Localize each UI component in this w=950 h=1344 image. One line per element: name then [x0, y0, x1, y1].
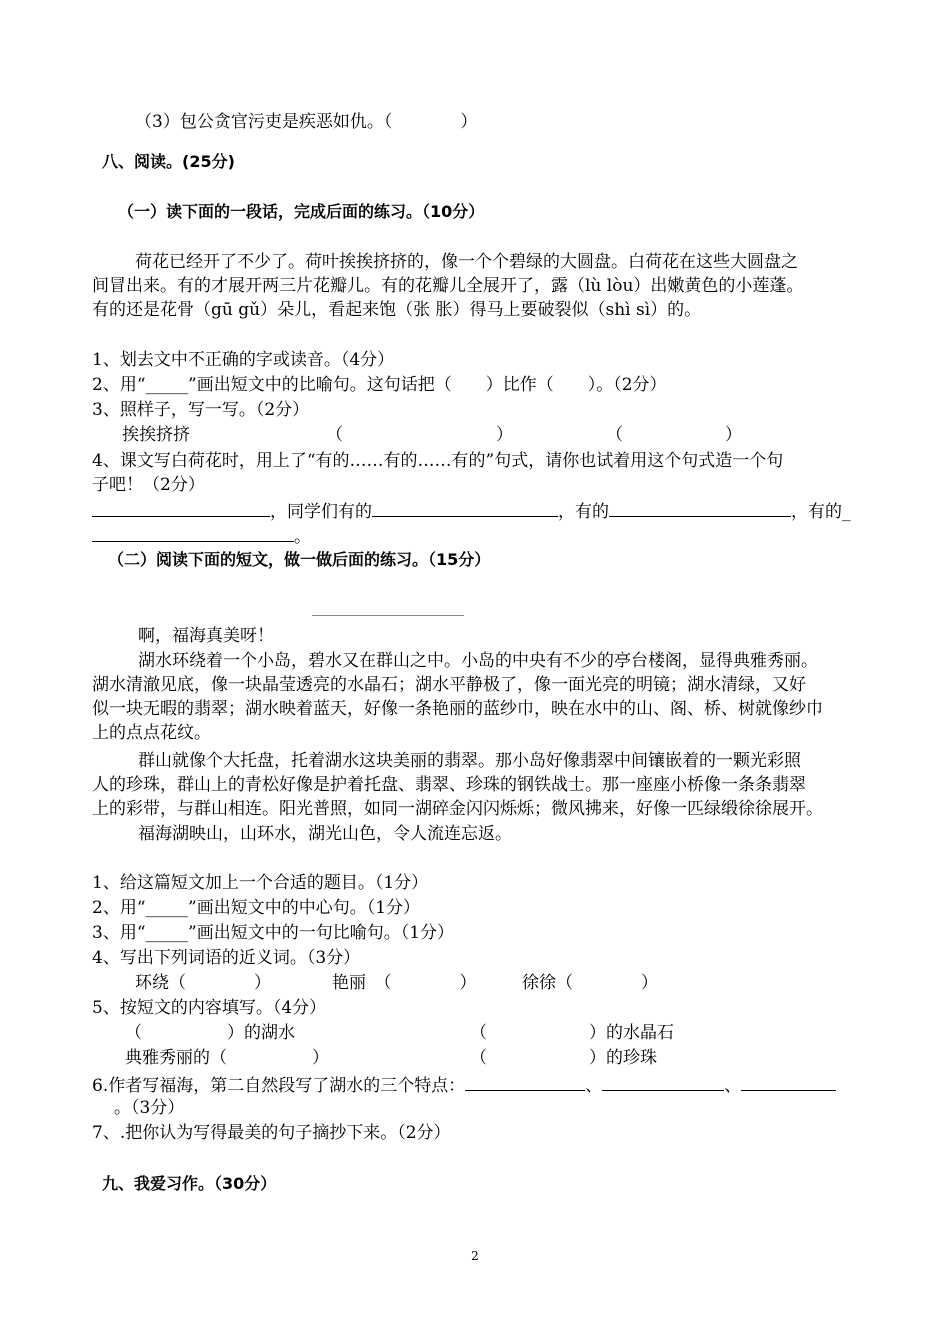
sentence-part: ，有的: [558, 502, 609, 522]
answer-blank[interactable]: [92, 498, 270, 517]
section-8-part-1-heading: （一）读下面的一段话，完成后面的练习。（10分）: [118, 202, 485, 221]
passage-2-line-9: 福海湖映山，山环水，湖光山色，令人流连忘返。: [138, 824, 512, 844]
answer-blank[interactable]: [92, 523, 294, 542]
exercise-2-6-end: 。（3分）: [114, 1098, 185, 1118]
passage-1-line-1: 荷花已经开了不少了。荷叶挨挨挤挤的，像一个个碧绿的大圆盘。白荷花在这些大圆盘之: [135, 252, 798, 272]
passage-2-line-3: 湖水清澈见底，像一块晶莹透亮的水晶石；湖水平静极了，像一面光亮的明镜；湖水清绿，又好: [92, 675, 806, 695]
passage-2-line-5: 上的点点花纹。: [92, 723, 211, 743]
exercise-2-1: 1、给这篇短文加上一个合适的题目。（1分）: [92, 873, 429, 893]
passage-2-line-8: 上的彩带，与群山相连。阳光普照，如同一湖碎金闪闪烁烁；微风拂来，好像一匹绿缎徐徐展开。: [92, 799, 823, 819]
answer-blank[interactable]: [609, 498, 791, 517]
fill-3: 典雅秀丽的（ ）: [125, 1048, 329, 1068]
exercise-1-2: 2、用“_____”画出短文中的比喻句。这句话把（ ）比作（ ）。（2分）: [92, 375, 667, 395]
exercise-1-1: 1、划去文中不正确的字或读音。（4分）: [92, 350, 395, 370]
exercise-2-6: [92, 1072, 836, 1098]
exercise-2-7: 7、.把你认为写得最美的句子摘抄下来。（2分）: [92, 1123, 451, 1143]
synonym-2: 艳丽 （ ）: [332, 973, 477, 993]
exercise-1-3-blank-2: （ ）: [606, 425, 742, 445]
exercise-1-4-sentence-end: [92, 523, 311, 549]
answer-blank[interactable]: [741, 1072, 836, 1091]
section-8-part-2-heading: （二）阅读下面的短文，做一做后面的练习。（15分）: [108, 550, 491, 569]
exercise-2-3: 3、用“_____”画出短文中的一句比喻句。（1分）: [92, 923, 455, 943]
exercise-1-3: 3、照样子，写一写。（2分）: [92, 400, 310, 420]
sentence-part: ，同学们有的: [270, 502, 372, 522]
exercise-2-2: 2、用“_____”画出短文中的中心句。（1分）: [92, 898, 421, 918]
fill-1: （ ）的湖水: [125, 1023, 295, 1043]
question-3: （3）包公贪官污吏是疾恶如仇。（ ）: [135, 112, 478, 132]
separator: 、: [724, 1076, 742, 1096]
sentence-part: ，有的_: [791, 502, 851, 522]
passage-2-line-7: 人的珍珠，群山上的青松好像是护着托盘、翡翠、珍珠的钢铁战士。那一座座小桥像一条条翡翠: [92, 775, 806, 795]
passage-1-line-2: 间冒出来。有的才展开两三片花瓣儿。有的花瓣儿全展开了，露（lù lòu）出嫩黄色的小莲蓬。: [92, 276, 804, 296]
fill-2: （ ）的水晶石: [470, 1023, 674, 1043]
fill-4: （ ）的珍珠: [470, 1048, 657, 1068]
title-blank-line[interactable]: [312, 615, 464, 616]
passage-2-line-4: 似一块无暇的翡翠；湖水映着蓝天，好像一条艳丽的蓝纱巾，映在水中的山、阁、桥、树就像纱巾: [92, 699, 823, 719]
passage-2-line-2: 湖水环绕着一个小岛，碧水又在群山之中。小岛的中央有不少的亭台楼阁，显得典雅秀丽。: [138, 651, 818, 671]
answer-blank[interactable]: [465, 1072, 585, 1091]
passage-1-line-3: 有的还是花骨（gū gǔ）朵儿，看起来饱（张 胀）得马上要破裂似（shì sì）的。: [92, 300, 702, 320]
section-8-heading: 八、阅读。(25分): [102, 152, 235, 171]
exercise-2-6-text: 6.作者写福海，第二自然段写了湖水的三个特点：: [92, 1076, 466, 1096]
separator: 、: [585, 1076, 603, 1096]
exercise-1-4: 4、课文写白荷花时，用上了“有的……有的……有的”句式，请你也试着用这个句式造一个句: [92, 451, 784, 471]
answer-blank[interactable]: [372, 498, 558, 517]
passage-2-line-6: 群山就像个大托盘，托着湖水这块美丽的翡翠。那小岛好像翡翠中间镶嵌着的一颗光彩照: [138, 751, 801, 771]
synonym-1: 环绕（ ）: [135, 973, 271, 993]
synonym-3: 徐徐（ ）: [522, 973, 658, 993]
exercise-2-4: 4、写出下列词语的近义词。（3分）: [92, 948, 361, 968]
exercise-1-3-blank-1: （ ）: [326, 425, 513, 445]
exercise-1-4-sentence: [92, 498, 851, 524]
exercise-2-5: 5、按短文的内容填写。（4分）: [92, 998, 327, 1018]
exercise-1-4-cont: 子吧！（2分）: [92, 475, 205, 495]
exercise-1-3-example: 挨挨挤挤: [122, 425, 190, 445]
sentence-part: 。: [294, 527, 311, 547]
passage-2-line-1: 啊，福海真美呀！: [138, 626, 274, 646]
page-number: 2: [471, 1249, 479, 1263]
answer-blank[interactable]: [602, 1072, 724, 1091]
section-9-heading: 九、我爱习作。（30分）: [102, 1174, 277, 1193]
